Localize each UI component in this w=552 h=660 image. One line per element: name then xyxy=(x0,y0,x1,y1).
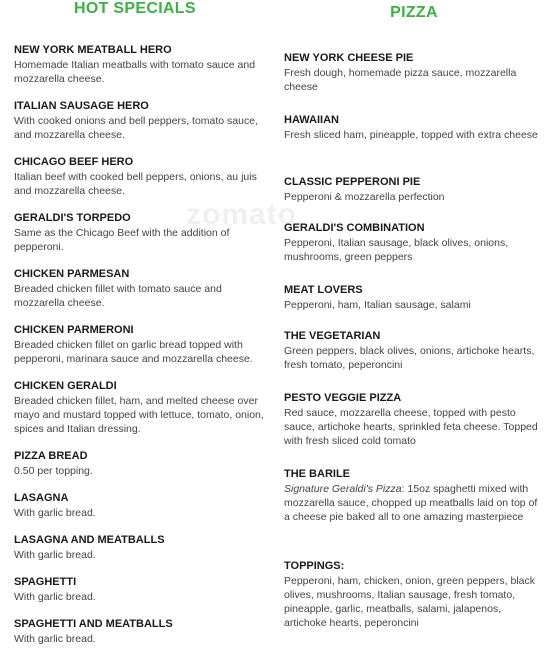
menu-item-description: Pepperoni, Italian sausage, black olives, onions, mushrooms, green peppers xyxy=(284,237,509,263)
menu-item xyxy=(14,618,270,660)
menu-item-description: Fresh dough, homemade pizza sauce, mozzarella cheese xyxy=(284,67,517,93)
menu-item xyxy=(14,212,270,268)
menu-item-description: With cooked onions and bell peppers, tomato sauce, and mozzarella cheese. xyxy=(14,115,258,141)
menu-item xyxy=(284,52,546,114)
menu-item-name: LASAGNA AND MEATBALLS xyxy=(14,534,165,546)
menu-item-description: Green peppers, black olives, onions, artichoke hearts, fresh tomato, peperoncini xyxy=(284,345,535,371)
menu-item-description: Red sauce, mozzarella cheese, topped with pesto sauce, artichoke hearts, sprinkled feta cheese. Topped with fresh sliced cold tomato xyxy=(284,407,538,447)
signature-label: Signature Geraldi's Pizza xyxy=(284,483,402,495)
menu-item-description: Breaded chicken fillet, ham, and melted cheese over mayo and mustard topped with lettuce, tomato, onion, spices and Italian dressing. xyxy=(14,395,264,435)
menu-item-description: Breaded chicken fillet on garlic bread topped with pepperoni, marinara sauce and mozzarella cheese. xyxy=(14,339,253,365)
pizza-list xyxy=(284,52,546,630)
menu-item-description xyxy=(284,482,546,524)
watermark-logo: zomato xyxy=(186,198,297,231)
menu-item-toppings xyxy=(284,560,546,630)
menu-item-name: CHICKEN PARMERONI xyxy=(14,324,134,336)
menu-item-name: LASAGNA xyxy=(14,492,69,504)
menu-item-name: SPAGHETTI xyxy=(14,576,77,588)
menu-item-description: Pepperoni, ham, Italian sausage, salami xyxy=(284,299,471,311)
menu-item xyxy=(284,284,546,330)
menu-item xyxy=(284,222,546,284)
menu-item-name: PESTO VEGGIE PIZZA xyxy=(284,392,402,404)
menu-item-description-text: : 15oz spaghetti mixed with mozzarella sauce, chopped up meatballs laid on top of a cheese pie baked all to one amazing masterpiece xyxy=(284,483,538,523)
menu-item xyxy=(284,392,546,468)
menu-item-description: 0.50 per topping. xyxy=(14,465,93,477)
menu-item-name: PIZZA BREAD xyxy=(14,450,88,462)
menu-item-name: GERALDI'S TORPEDO xyxy=(14,212,131,224)
menu-item-name: CHICKEN PARMESAN xyxy=(14,268,130,280)
menu-item-description: Fresh sliced ham, pineapple, topped with extra cheese xyxy=(284,129,538,141)
menu-item xyxy=(14,268,270,324)
hot-specials-title: HOT SPECIALS xyxy=(74,0,196,17)
menu-item xyxy=(14,450,270,492)
menu-item xyxy=(284,468,546,560)
menu-item xyxy=(14,534,270,576)
pizza-title: PIZZA xyxy=(390,4,438,21)
menu-item-description: Same as the Chicago Beef with the addition of pepperoni. xyxy=(14,227,230,253)
menu-item-name: HAWAIIAN xyxy=(284,114,339,126)
menu-item xyxy=(14,156,270,212)
menu-item-description: With garlic bread. xyxy=(14,591,96,603)
menu-item xyxy=(14,324,270,380)
menu-item-description: Italian beef with cooked bell peppers, onions, au juis and mozzarella cheese. xyxy=(14,171,257,197)
menu-item-description: Pepperoni & mozzarella perfection xyxy=(284,191,445,203)
menu-item-description: With garlic bread. xyxy=(14,507,96,519)
menu-item xyxy=(14,380,270,450)
menu-item-name: CHICAGO BEEF HERO xyxy=(14,156,134,168)
menu-item-name: CHICKEN GERALDI xyxy=(14,380,117,392)
menu-item-name: TOPPINGS: xyxy=(284,560,345,572)
menu-item xyxy=(14,100,270,156)
menu-item-name: CLASSIC PEPPERONI PIE xyxy=(284,176,421,188)
menu-item-description: Breaded chicken fillet with tomato sauce and mozzarella cheese. xyxy=(14,283,222,309)
menu-item-description: Pepperoni, ham, chicken, onion, green peppers, black olives, mushrooms, Italian sausage, fresh tomato, pineapple, garlic, meatballs, salami, jalapenos, artichoke hearts, peperoncini xyxy=(284,575,535,629)
menu-item-description: With garlic bread. xyxy=(14,549,96,561)
menu-item xyxy=(284,114,546,176)
menu-item-name: SPAGHETTI AND MEATBALLS xyxy=(14,618,173,630)
hot-specials-list xyxy=(14,44,270,660)
menu-item-name: ITALIAN SAUSAGE HERO xyxy=(14,100,149,112)
menu-item-name: THE VEGETARIAN xyxy=(284,330,381,342)
menu-item xyxy=(14,492,270,534)
menu-item-name: NEW YORK CHEESE PIE xyxy=(284,52,414,64)
menu-item xyxy=(14,576,270,618)
hot-specials-header xyxy=(0,0,276,22)
menu-item xyxy=(284,330,546,392)
menu-item-name: NEW YORK MEATBALL HERO xyxy=(14,44,172,56)
menu-item xyxy=(284,176,546,222)
menu-item xyxy=(14,44,270,100)
menu-item-name: GERALDI'S COMBINATION xyxy=(284,222,425,234)
menu-item-description: Homemade Italian meatballs with tomato sauce and mozzarella cheese. xyxy=(14,59,256,85)
menu-item-description: With garlic bread. xyxy=(14,633,96,645)
menu-item-name: THE BARILE xyxy=(284,468,350,480)
menu-item-name: MEAT LOVERS xyxy=(284,284,363,296)
